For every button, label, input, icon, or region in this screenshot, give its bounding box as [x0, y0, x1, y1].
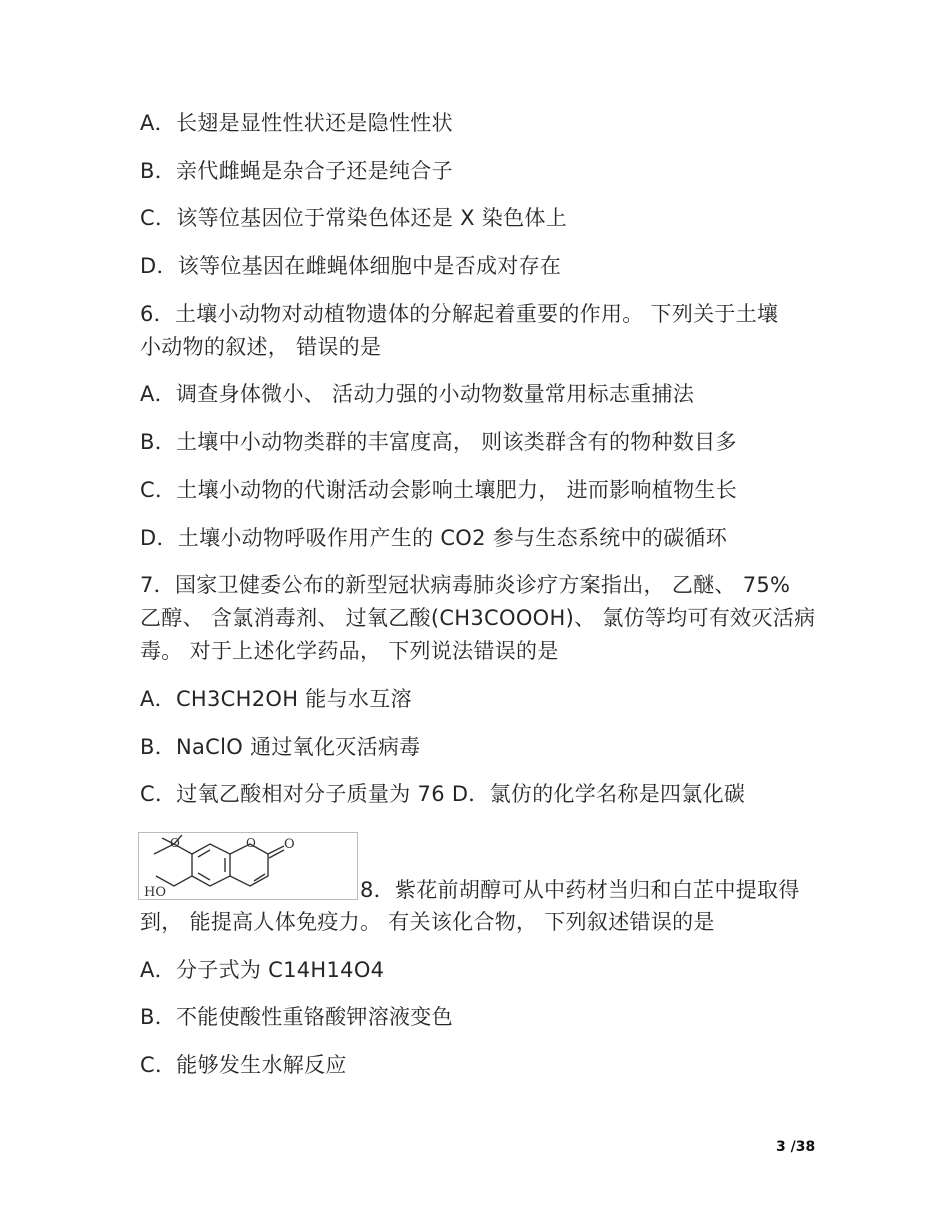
- q6-option-a: A．调查身体微小、 活动力强的小动物数量常用标志重捕法: [140, 382, 695, 406]
- q7-option-c-d: C．过氧乙酸相对分子质量为 76 D．氯仿的化学名称是四氯化碳: [140, 782, 746, 806]
- q7-stem-line2: 乙醇、 含氯消毒剂、 过氧乙酸(CH3COOOH)、 氯仿等均可有效灭活病: [140, 606, 816, 630]
- ring-oxygen-label: O: [170, 836, 180, 850]
- q6-stem-line1: 6．土壤小动物对动植物遗体的分解起着重要的作用。 下列关于土壤: [140, 302, 779, 326]
- carbonyl-oxygen-label: O: [284, 837, 295, 852]
- q6-option-d: D．土壤小动物呼吸作用产生的 CO2 参与生态系统中的碳循环: [140, 526, 728, 550]
- lactone-oxygen-label: O: [246, 836, 256, 850]
- q5-option-d: D．该等位基因在雌蝇体细胞中是否成对存在: [140, 254, 562, 278]
- chemical-structure-image: [138, 832, 358, 900]
- q5-option-b: B．亲代雌蝇是杂合子还是纯合子: [140, 159, 453, 183]
- q7-stem-line3: 毒。 对于上述化学药品， 下列说法错误的是: [140, 639, 559, 663]
- q8-stem-line1: 8．紫花前胡醇可从中药材当归和白芷中提取得: [360, 878, 800, 902]
- q5-option-a: A．长翅是显性性状还是隐性性状: [140, 111, 453, 135]
- q7-stem-line1: 7．国家卫健委公布的新型冠状病毒肺炎诊疗方案指出， 乙醚、 75%: [140, 573, 791, 597]
- q8-stem-line2: 到， 能提高人体免疫力。 有关该化合物， 下列叙述错误的是: [140, 910, 715, 934]
- q6-stem-line2: 小动物的叙述， 错误的是: [140, 335, 382, 359]
- q8-option-c: C．能够发生水解反应: [140, 1053, 347, 1077]
- hydroxyl-label: HO: [144, 885, 166, 900]
- q8-option-a: A．分子式为 C14H14O4: [140, 958, 385, 982]
- q7-option-b: B．NaClO 通过氧化灭活病毒: [140, 735, 421, 759]
- q6-option-c: C．土壤小动物的代谢活动会影响土壤肥力， 进而影响植物生长: [140, 478, 738, 502]
- q8-option-b: B．不能使酸性重铬酸钾溶液变色: [140, 1005, 453, 1029]
- page-number: 3 /38: [776, 1139, 816, 1155]
- q6-option-b: B．土壤中小动物类群的丰富度高， 则该类群含有的物种数目多: [140, 430, 737, 454]
- q5-option-c: C．该等位基因位于常染色体还是 X 染色体上: [140, 206, 567, 230]
- q7-option-a: A．CH3CH2OH 能与水互溶: [140, 687, 412, 711]
